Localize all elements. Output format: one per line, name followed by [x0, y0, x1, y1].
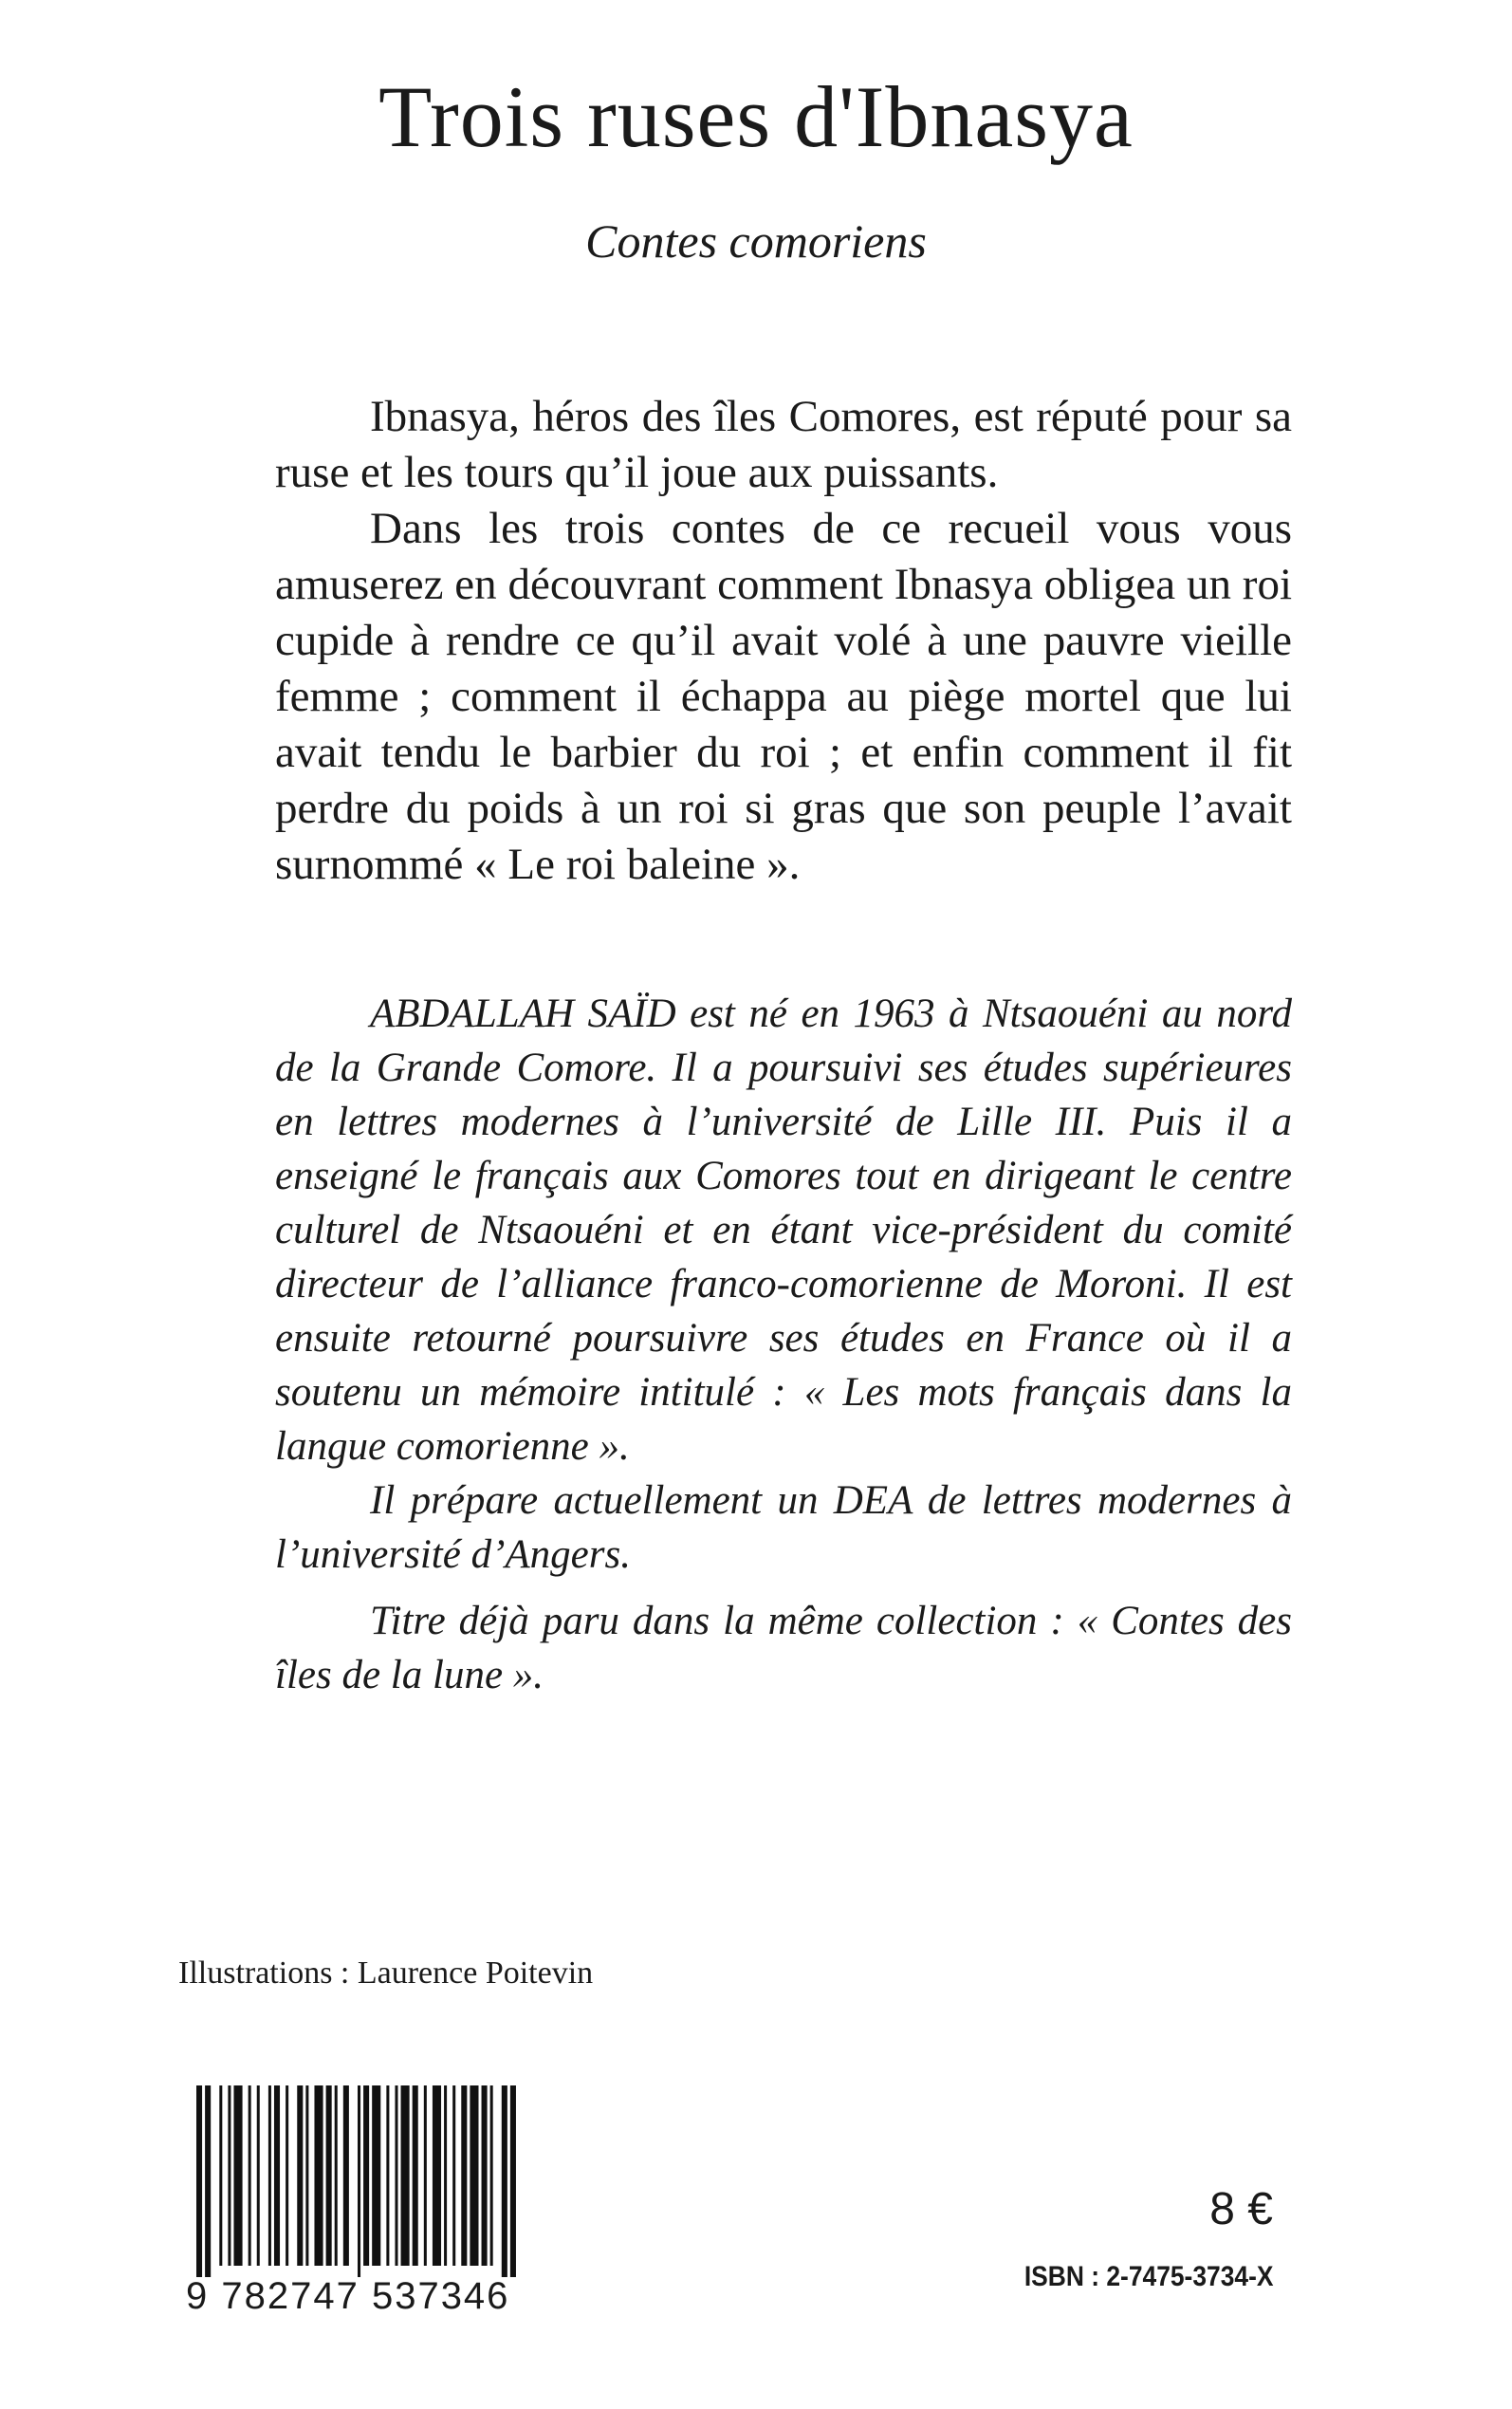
collection-note-text: Titre déjà paru dans la même collection : « Contes des îles de la lune ».: [275, 1599, 1292, 1697]
barcode-bar: [205, 2085, 211, 2277]
isbn: ISBN : 2-7475-3734-X: [1023, 2261, 1273, 2292]
barcode-number: 9 782747 537346: [186, 2275, 510, 2317]
barcode-bar: [219, 2085, 222, 2266]
barcode-bar: [482, 2085, 488, 2266]
barcode-bar: [461, 2085, 467, 2266]
barcode-bar: [433, 2085, 441, 2266]
barcode-bar: [249, 2085, 251, 2266]
barcode-bar: [424, 2085, 427, 2266]
price: 8 €: [1209, 2184, 1273, 2234]
barcode-bar: [274, 2085, 280, 2266]
barcode-bar: [386, 2085, 389, 2266]
barcode-bar: [268, 2085, 271, 2266]
barcode-bar: [358, 2085, 360, 2277]
barcode-bar: [372, 2085, 380, 2266]
barcode-bar: [444, 2085, 447, 2266]
author-bio-paragraph: ABDALLAH SAÏD est né en 1963 à Ntsaouéni au nord de la Grande Comore. Il a poursuivi ses études supérieures en lettres modernes à l’université de Lille III. Puis il a enseigné le français aux Comores tout en dirigeant le centre culturel de Ntsaouéni et en étant vice-président du comité directeur de l’alliance franco-comorienne de Moroni. Il est ensuite retourné poursuivre ses études en France où il a soutenu un mémoire intitulé : « Les mots français dans la langue comorienne ».: [275, 991, 1292, 1469]
barcode-bar: [314, 2085, 323, 2266]
barcode-bar: [470, 2085, 478, 2266]
barcode-bar: [286, 2085, 288, 2266]
author-bio: [275, 987, 1292, 1582]
barcode-bar: [401, 2085, 410, 2266]
barcode-bar: [452, 2085, 455, 2266]
blurb-paragraph: Dans les trois contes de ce recueil vous vous amuserez en découvrant comment Ibnasya obligea un roi cupide à rendre ce qu’il avait volé à une pauvre vieille femme ; comment il échappa au piège mortel que lui avait tendu le barbier du roi ; et enfin comment il fit perdre du poids à un roi si gras que son peuple l’avait surnommé « Le roi baleine ».: [275, 504, 1292, 889]
barcode-bar: [326, 2085, 332, 2266]
barcode-bar: [343, 2085, 349, 2266]
barcode-bar: [196, 2085, 202, 2277]
barcode-bar: [363, 2085, 369, 2266]
barcode-image: [196, 2085, 519, 2277]
collection-note: [275, 1594, 1292, 1702]
barcode-bar: [233, 2085, 242, 2266]
barcode-bar: [490, 2085, 493, 2266]
barcode-bar: [413, 2085, 418, 2266]
author-bio-paragraph: Il prépare actuellement un DEA de lettres modernes à l’université d’Angers.: [275, 1478, 1292, 1577]
barcode-bar: [305, 2085, 308, 2266]
blurb-text: [275, 389, 1292, 893]
barcode-bar: [335, 2085, 338, 2266]
barcode-bar: [228, 2085, 230, 2266]
illustrations-credit: Illustrations : Laurence Poitevin: [178, 1955, 594, 1991]
barcode-bar: [395, 2085, 397, 2266]
barcode-bar: [510, 2085, 516, 2277]
barcode-bar: [502, 2085, 507, 2277]
book-title: Trois ruses d'Ibnasya: [378, 68, 1134, 165]
barcode-bar: [257, 2085, 260, 2266]
barcode-bar: [297, 2085, 303, 2266]
blurb-paragraph: Ibnasya, héros des îles Comores, est réputé pour sa ruse et les tours qu’il joue aux puissants.: [275, 392, 1292, 497]
book-subtitle: Contes comoriens: [585, 214, 927, 268]
